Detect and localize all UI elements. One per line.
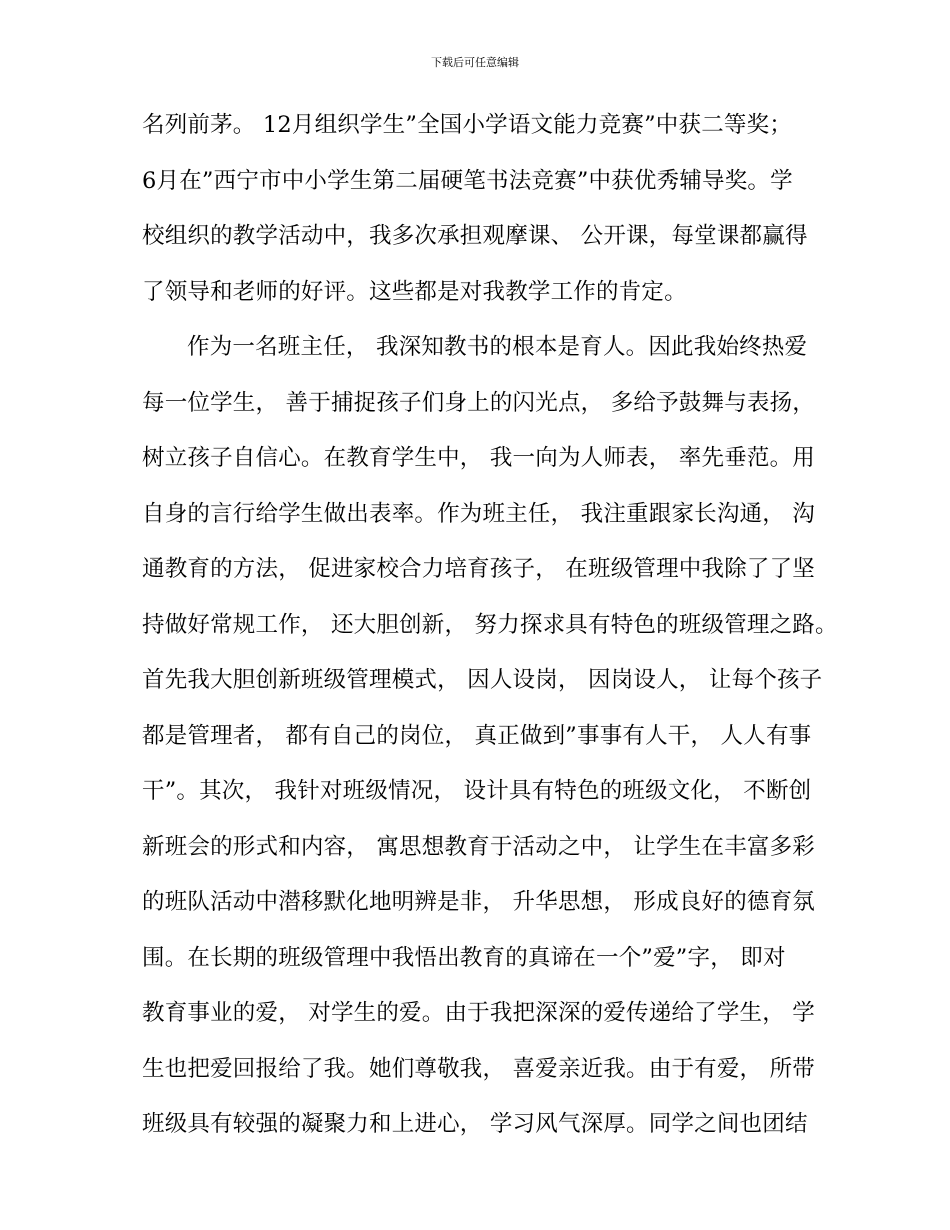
text-line: 都是管理者， 都有自己的岗位， 真正做到”事事有人干， 人人有事 [142, 722, 812, 749]
text-line: 名列前茅。 12月组织学生”全国小学语文能力竞赛”中获二等奖； [142, 112, 792, 138]
text-line: 树立孩子自信心。在教育学生中， 我一向为人师表， 率先垂范。用 [142, 445, 816, 471]
text-line: 干”。其次， 我针对班级情况， 设计具有特色的班级文化， 不断创 [142, 778, 812, 804]
text-line: 了领导和老师的好评。这些都是对我教学工作的肯定。 [142, 278, 687, 305]
text-line: 围。在长期的班级管理中我悟出教育的真谛在一个”爱”字， 即对 [142, 944, 786, 971]
text-line: 首先我大胆创新班级管理模式， 因人设岗， 因岗设人， 让每个孩子 [142, 667, 823, 693]
document-body [142, 98, 838, 1153]
text-line: 教育事业的爱， 对学生的爱。由于我把深深的爱传递给了学生， 学 [142, 1000, 816, 1026]
text-line: 通教育的方法， 促进家校合力培育孩子， 在班级管理中我除了了坚 [142, 556, 816, 582]
text-line: 班级具有较强的凝聚力和上进心， 学习风气深厚。同学之间也团结 [142, 1111, 808, 1137]
text-line: 每一位学生， 善于捕捉孩子们身上的闪光点， 多给予鼓舞与表扬， [142, 389, 816, 416]
text-line: 自身的言行给学生做出表率。作为班主任， 我注重跟家长沟通， 沟 [142, 500, 816, 527]
text-line: 持做好常规工作， 还大胆创新， 努力探求具有特色的班级管理之路。 [142, 611, 838, 638]
text-line: 生也把爱回报给了我。她们尊敬我， 喜爱亲近我。由于有爱， 所带 [142, 1055, 816, 1082]
text-line: 新班会的形式和内容， 寓思想教育于活动之中， 让学生在丰富多彩 [142, 833, 816, 860]
page-header: 下载后可任意编辑 [431, 56, 519, 69]
text-line: 的班队活动中潜移默化地明辨是非， 升华思想， 形成良好的德育氛 [142, 889, 816, 915]
paragraph-first-line: 作为一名班主任， 我深知教书的根本是育人。因此我始终热爱 [187, 334, 808, 360]
text-line: 6月在”西宁市中小学生第二届硬笔书法竞赛”中获优秀辅导奖。学 [142, 167, 793, 194]
text-line: 校组织的教学活动中，我多次承担观摩课、 公开课，每堂课都赢得 [142, 223, 808, 249]
